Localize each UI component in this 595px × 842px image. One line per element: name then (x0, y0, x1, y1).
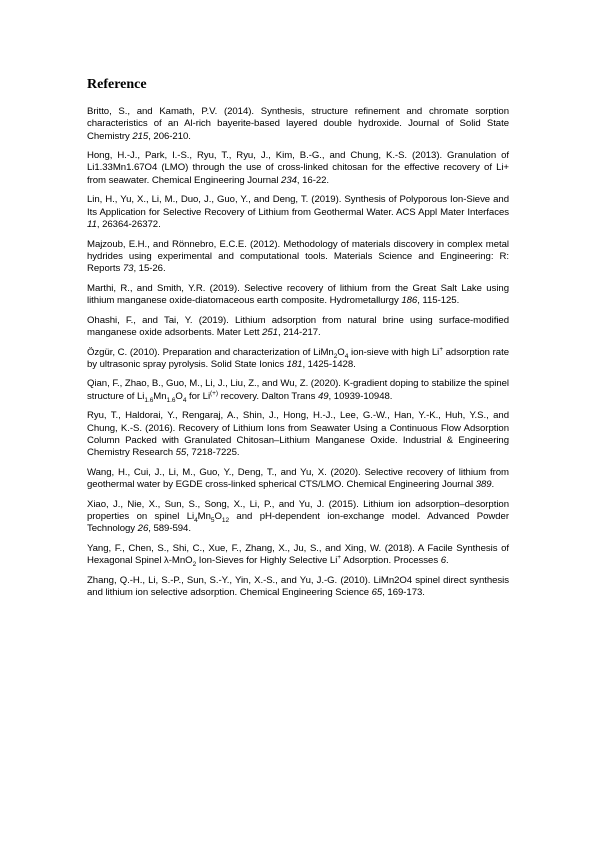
formula-subscript: 1.6 (144, 396, 154, 404)
reference-entry-xiao (87, 499, 509, 536)
reference-text: recovery. Dalton Trans (218, 390, 318, 402)
reference-text: O (175, 390, 183, 402)
reference-text: Ion-Sieves for Highly Selective Li (196, 555, 338, 567)
reference-pages: , 16-22. (296, 174, 330, 186)
reference-pages: . (445, 555, 449, 567)
formula-subscript: 4 (182, 396, 187, 404)
reference-volume: 6 (440, 555, 446, 567)
formula-subscript: 2 (333, 352, 338, 360)
reference-pages: , 26364-26372. (96, 218, 161, 230)
charge-superscript: + (439, 345, 443, 353)
formula-subscript: 2 (192, 561, 197, 569)
reference-text: adsorption rate by ultrasonic spray pyrolysis. Solid State Ionics (87, 346, 509, 370)
reference-text: Zhang, Q.-H., Li, S.-P., Sun, S.-Y., Yin, X.-S., and Yu, J.-G. (2010). LiMn2O4 spinel direct synthesis and lithium ion selective adsorption. Chemical Engineering Science (87, 574, 509, 599)
reference-text: Hong, H.-J., Park, I.-S., Ryu, T., Ryu, J., Kim, B.-G., and Chung, K.-S. (2013). Granulation of Li1.33Mn1.67O4 (LMO) through the use of cross-linked chitosan for the effective recovery of Li+ from seawater. Chemical Engineering Journal (87, 150, 509, 186)
reference-text: Qian, F., Zhao, B., Guo, M., Li, J., Liu, Z., and Wu, Z. (2020). K-gradient doping to stabilize the spinel structure of Li (87, 378, 509, 402)
reference-volume: 251 (262, 326, 278, 338)
reference-entry-lin (87, 194, 509, 231)
reference-text: Adsorption. Processes (341, 555, 441, 567)
reference-pages: , 15-26. (133, 263, 166, 275)
reference-pages: , 589-594. (148, 523, 191, 535)
reference-pages: , 7218-7225. (186, 447, 240, 459)
reference-pages: . (491, 479, 495, 491)
reference-pages: , 214-217. (277, 326, 321, 338)
charge-superscript: + (337, 553, 342, 561)
reference-entry-ohashi (87, 315, 509, 340)
reference-volume: 73 (122, 263, 134, 275)
reference-text: Özgür, C. (2010). Preparation and characterization of LiMn (87, 346, 334, 358)
reference-text: Majzoub, E.H., and Rönnebro, E.C.E. (2012). Methodology of materials discovery in complex metal hydrides using experimental and computational tools. Materials Science and Engineering: R: Reports (87, 238, 509, 275)
reference-text: Ohashi, F., and Tai, Y. (2019). Lithium adsorption from natural brine using surface-modified manganese oxide adsorbents. Mater Lett (87, 314, 509, 338)
formula-subscript: 5 (210, 516, 215, 524)
reference-text: O (214, 510, 222, 522)
reference-pages: , 169-173. (382, 587, 425, 599)
reference-entry-yang (87, 543, 509, 568)
formula-subscript: 1.6 (166, 396, 176, 404)
reference-text: Mn (197, 510, 211, 522)
reference-text: ion-sieve with high Li (348, 346, 440, 358)
reference-volume: 49 (317, 390, 329, 402)
reference-volume: 234 (281, 174, 297, 186)
reference-list (87, 106, 509, 607)
reference-pages: , 115-125. (417, 295, 460, 307)
reference-entry-britto (87, 106, 509, 143)
reference-volume: 65 (371, 587, 383, 599)
reference-volume: 55 (175, 447, 187, 459)
reference-entry-ozgur (87, 347, 509, 372)
reference-text: Wang, H., Cui, J., Li, M., Guo, Y., Deng, T., and Yu, X. (2020). Selective recovery of lithium from geothermal water by EGDE cross-linked spherical CTS/LMO. Chemical Engineering Journal (87, 466, 509, 491)
reference-pages: , 1425-1428. (302, 358, 356, 370)
reference-entry-hong (87, 150, 509, 187)
reference-volume: 186 (401, 295, 418, 307)
formula-subscript: 12 (221, 516, 230, 524)
reference-text: O (337, 346, 345, 358)
section-heading: Reference (87, 77, 147, 92)
reference-volume: 215 (132, 130, 149, 142)
reference-text: and pH-dependent ion-exchange model. Advanced Powder Technology (87, 510, 509, 535)
reference-text: Yang, F., Chen, S., Shi, C., Xue, F., Zhang, X., Ju, S., and Xing, W. (2018). A Facile Synthesis of Hexagonal Spinel λ-MnO (87, 542, 509, 567)
reference-entry-ryu (87, 410, 509, 459)
formula-subscript: 4 (344, 352, 349, 360)
reference-volume: 389 (475, 479, 492, 491)
formula-subscript: 4 (194, 516, 198, 524)
reference-pages: , 206-210. (148, 130, 191, 142)
reference-text: Xiao, J., Nie, X., Sun, S., Song, X., Li, P., and Yu, J. (2015). Lithium ion adsorption–desorption properties on spinel Li (87, 498, 509, 522)
reference-entry-marthi (87, 283, 509, 308)
reference-entry-qian (87, 378, 509, 403)
reference-text: Ryu, T., Haldorai, Y., Rengaraj, A., Shin, J., Hong, H.-J., Lee, G.-W., Han, Y.-K., Huh, Y.S., and Chung, K.-S. (2016). Recovery of Lithium Ions from Seawater Using a Continuous Flow Adsorption Column Packed with Granulated Chitosan–Lithium Manganese Oxide. Industrial & Engineering Chemistry Research (87, 410, 509, 459)
reference-text: Lin, H., Yu, X., Li, M., Duo, J., Guo, Y., and Deng, T. (2019). Synthesis of Polyporous Ion-Sieve and Its Application for Selective Recovery of Lithium from Geothermal Water. ACS Appl Mater Interfaces (87, 194, 509, 218)
reference-volume: 11 (87, 218, 97, 230)
reference-volume: 181 (286, 358, 303, 370)
reference-entry-majzoub (87, 239, 509, 276)
reference-text: Britto, S., and Kamath, P.V. (2014). Synthesis, structure refinement and chromate sorption characteristics of an Al-rich bayerite-based layered double hydroxide. Journal of Solid State Chemistry (87, 106, 509, 142)
reference-text: Mn (153, 390, 167, 402)
reference-entry-zhang (87, 575, 509, 600)
reference-text: for Li (186, 390, 211, 402)
reference-text: Marthi, R., and Smith, Y.R. (2019). Selective recovery of lithium from the Great Salt Lake using lithium manganese oxide-diatomaceous earth composite. Hydrometallurgy (87, 282, 509, 307)
reference-volume: 26 (137, 523, 149, 535)
reference-entry-wang (87, 467, 509, 492)
charge-superscript: (+) (210, 389, 219, 397)
reference-pages: , 10939-10948. (328, 390, 393, 402)
